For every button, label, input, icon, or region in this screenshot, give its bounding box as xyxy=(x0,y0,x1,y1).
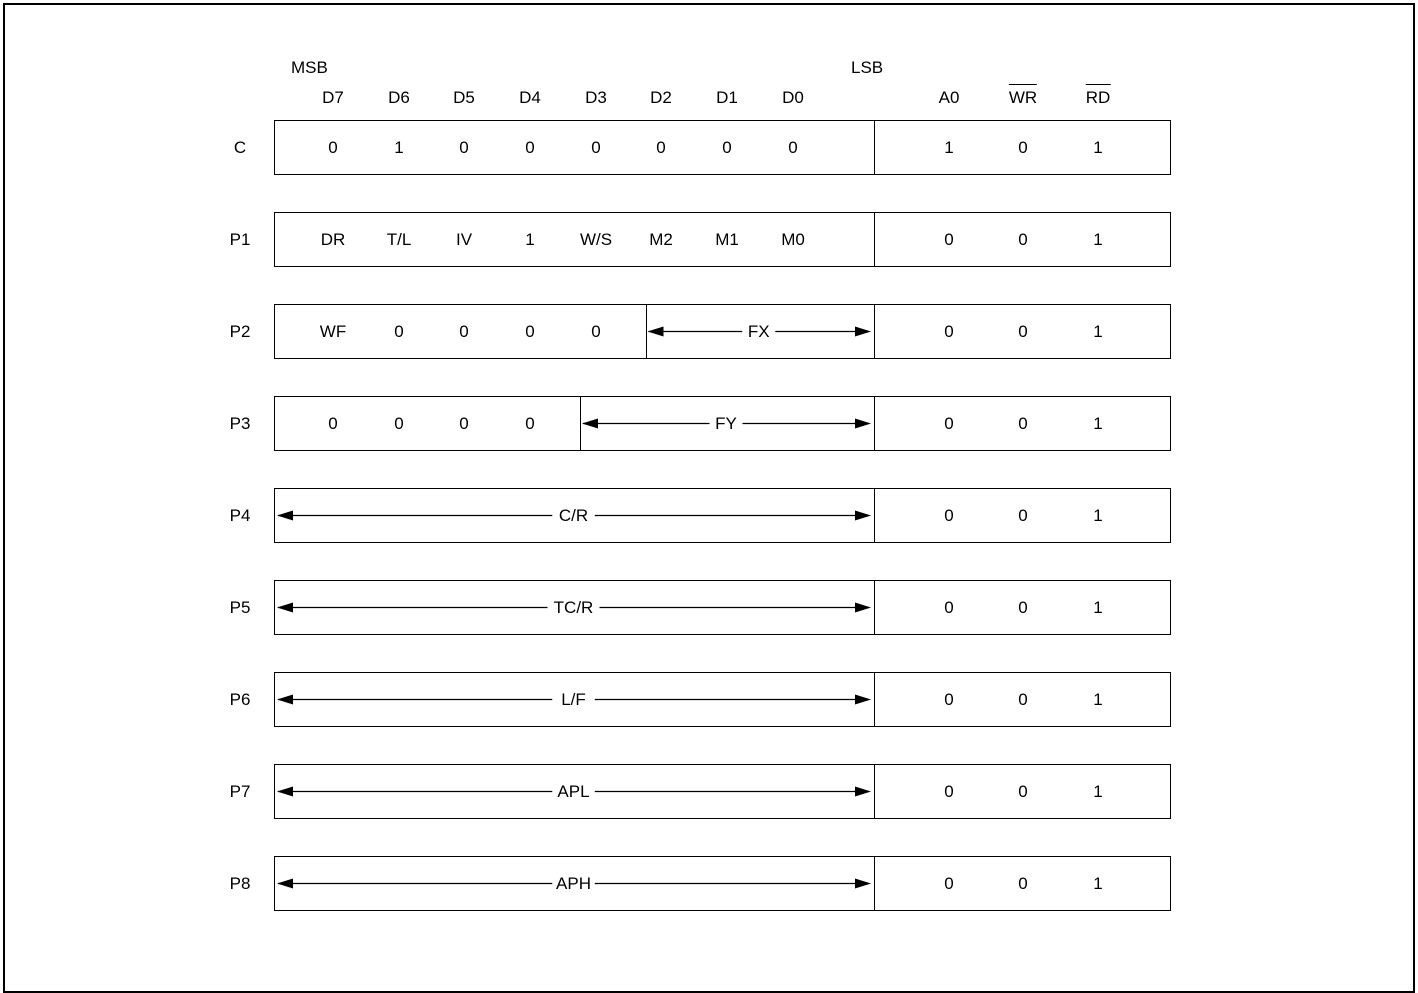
control-cell-p3-wr: 0 xyxy=(1018,413,1028,433)
control-cell-p2-wr: 0 xyxy=(1018,321,1028,341)
signal-header-wr-overline-text: WR xyxy=(1008,88,1038,107)
bit-header-d1: D1 xyxy=(716,88,738,107)
bit-cell-c-d5: 0 xyxy=(459,137,469,157)
bit-header-d6: D6 xyxy=(388,88,410,107)
field-label-p3: FY xyxy=(715,413,737,433)
bit-cell-p2-d3: 0 xyxy=(591,321,601,341)
bit-cell-p3-d6: 0 xyxy=(394,413,404,433)
bit-cell-c-d1: 0 xyxy=(722,137,732,157)
field-label-p5: TC/R xyxy=(553,597,594,617)
bit-cell-p1-d3: W/S xyxy=(579,229,613,249)
control-cell-c-a0: 1 xyxy=(944,137,954,157)
control-cell-p5-a0: 0 xyxy=(944,597,954,617)
bit-cell-c-d2: 0 xyxy=(656,137,666,157)
control-cell-p4-a0: 0 xyxy=(944,505,954,525)
bit-cell-p2-d7: WF xyxy=(319,321,347,341)
bit-cell-p3-d7: 0 xyxy=(328,413,338,433)
field-label-p7: APL xyxy=(557,781,590,801)
control-cell-c-wr: 0 xyxy=(1018,137,1028,157)
data-control-separator xyxy=(874,305,875,358)
bit-cell-p3-d5: 0 xyxy=(459,413,469,433)
control-cell-p2-a0: 0 xyxy=(944,321,954,341)
control-cell-p3-rd: 1 xyxy=(1093,413,1103,433)
data-control-separator xyxy=(874,121,875,174)
row-label-p6: P6 xyxy=(229,689,251,709)
bit-header-d2: D2 xyxy=(650,88,672,107)
control-cell-p8-rd: 1 xyxy=(1093,873,1103,893)
register-row-p5 xyxy=(274,580,1171,635)
bit-cell-p1-d5: IV xyxy=(455,229,473,249)
row-label-p5: P5 xyxy=(229,597,251,617)
bit-header-d3: D3 xyxy=(585,88,607,107)
field-label-p6: L/F xyxy=(561,689,586,709)
bit-cell-c-d6: 1 xyxy=(394,137,404,157)
signal-header-a0: A0 xyxy=(938,88,960,107)
field-separator-p3 xyxy=(580,397,581,450)
bit-cell-p1-d1: M1 xyxy=(715,229,739,249)
control-cell-p6-a0: 0 xyxy=(944,689,954,709)
data-control-separator xyxy=(874,213,875,266)
bit-header-d7: D7 xyxy=(322,88,344,107)
msb-label: MSB xyxy=(291,58,328,77)
control-cell-p5-wr: 0 xyxy=(1018,597,1028,617)
bit-cell-p2-d5: 0 xyxy=(459,321,469,341)
field-label-p4: C/R xyxy=(558,505,589,525)
field-label-p8: APH xyxy=(556,873,591,893)
data-control-separator xyxy=(874,581,875,634)
control-cell-p7-rd: 1 xyxy=(1093,781,1103,801)
data-control-separator xyxy=(874,489,875,542)
bit-header-d5: D5 xyxy=(453,88,475,107)
bit-cell-p1-d7: DR xyxy=(320,229,346,249)
register-row-p6 xyxy=(274,672,1171,727)
bit-cell-p1-d2: M2 xyxy=(649,229,673,249)
data-control-separator xyxy=(874,857,875,910)
data-control-separator xyxy=(874,673,875,726)
register-row-p4 xyxy=(274,488,1171,543)
control-cell-p8-a0: 0 xyxy=(944,873,954,893)
row-label-p2: P2 xyxy=(229,321,251,341)
control-cell-p7-wr: 0 xyxy=(1018,781,1028,801)
control-cell-p2-rd: 1 xyxy=(1093,321,1103,341)
bit-cell-c-d7: 0 xyxy=(328,137,338,157)
row-label-p7: P7 xyxy=(229,781,251,801)
data-control-separator xyxy=(874,765,875,818)
field-label-p2: FX xyxy=(747,321,770,341)
control-cell-p3-a0: 0 xyxy=(944,413,954,433)
bit-cell-p1-d4: 1 xyxy=(525,229,535,249)
row-label-p8: P8 xyxy=(229,873,251,893)
register-row-p2 xyxy=(274,304,1171,359)
bit-cell-c-d4: 0 xyxy=(525,137,535,157)
signal-header-rd-overline-text: RD xyxy=(1085,88,1111,107)
row-label-c: C xyxy=(233,137,247,157)
control-cell-p1-wr: 0 xyxy=(1018,229,1028,249)
bit-header-d4: D4 xyxy=(519,88,541,107)
control-cell-p5-rd: 1 xyxy=(1093,597,1103,617)
control-cell-p1-a0: 0 xyxy=(944,229,954,249)
lsb-label: LSB xyxy=(851,58,884,77)
control-cell-p8-wr: 0 xyxy=(1018,873,1028,893)
control-cell-p7-a0: 0 xyxy=(944,781,954,801)
bit-header-d0: D0 xyxy=(782,88,804,107)
row-label-p1: P1 xyxy=(229,229,251,249)
control-cell-p6-wr: 0 xyxy=(1018,689,1028,709)
row-label-p4: P4 xyxy=(229,505,251,525)
bit-cell-c-d3: 0 xyxy=(591,137,601,157)
bit-cell-p1-d6: T/L xyxy=(386,229,412,249)
control-cell-p4-wr: 0 xyxy=(1018,505,1028,525)
data-control-separator xyxy=(874,397,875,450)
row-label-p3: P3 xyxy=(229,413,251,433)
field-separator-p2 xyxy=(646,305,647,358)
bit-cell-p1-d0: M0 xyxy=(781,229,805,249)
bit-cell-p3-d4: 0 xyxy=(525,413,535,433)
control-cell-c-rd: 1 xyxy=(1093,137,1103,157)
bit-cell-c-d0: 0 xyxy=(788,137,798,157)
bit-cell-p2-d6: 0 xyxy=(394,321,404,341)
control-cell-p6-rd: 1 xyxy=(1093,689,1103,709)
control-cell-p4-rd: 1 xyxy=(1093,505,1103,525)
register-row-p7 xyxy=(274,764,1171,819)
bit-cell-p2-d4: 0 xyxy=(525,321,535,341)
register-row-p8 xyxy=(274,856,1171,911)
control-cell-p1-rd: 1 xyxy=(1093,229,1103,249)
